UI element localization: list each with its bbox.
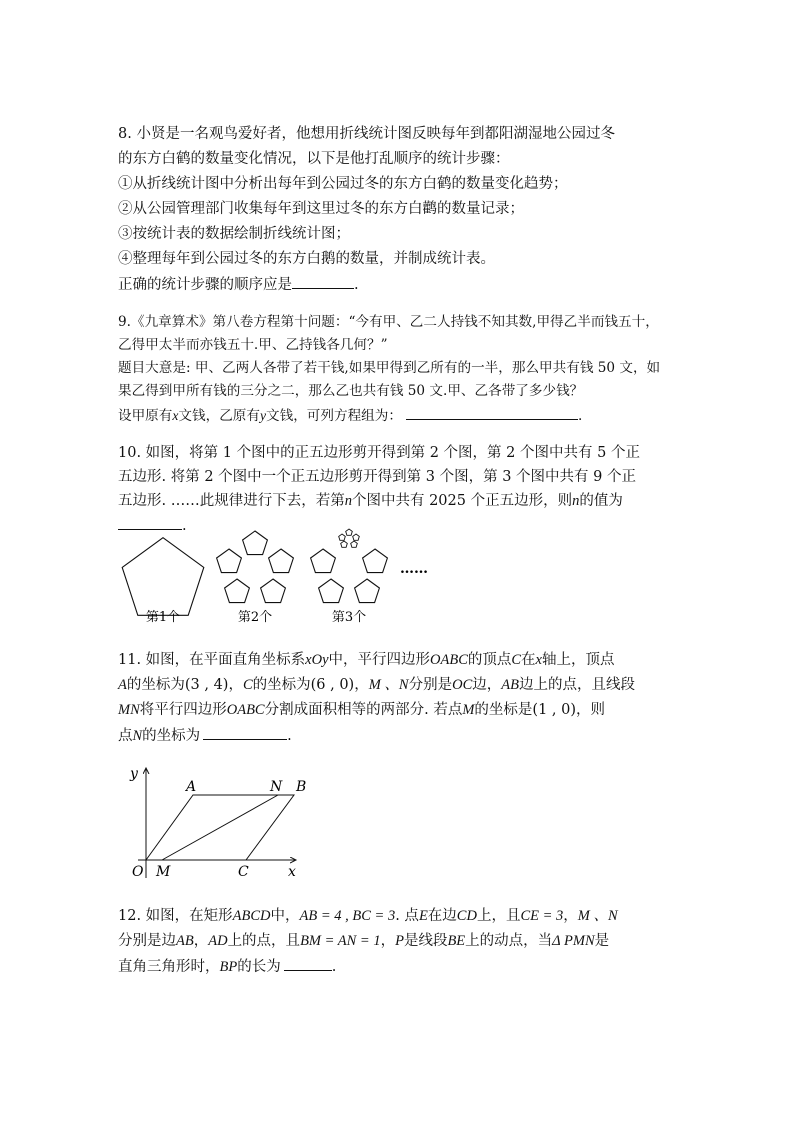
q12-t5: 上，且	[476, 908, 521, 924]
q12-t10: ，	[380, 933, 396, 949]
q12-tri: Δ PMN	[552, 933, 595, 949]
q11-m: M	[462, 702, 475, 718]
q10-pentagon-figure	[110, 525, 440, 630]
q11-mn2: MN	[118, 702, 140, 718]
q10-end: .	[182, 518, 187, 534]
q11-line-3	[118, 700, 605, 720]
q8-step-3: ③按统计表的数据绘制折线统计图；	[118, 226, 350, 242]
q11-end: .	[287, 728, 292, 744]
q11-xoy: xOy	[305, 652, 329, 668]
fig-label-3: 第3个	[331, 610, 367, 625]
label-o: O	[132, 864, 144, 880]
q12-cond1: AB = 4 , BC = 3	[299, 908, 396, 924]
fig-label-1: 第1个	[145, 610, 181, 625]
q11-line-4	[118, 725, 292, 746]
q11-coord-a: (3 , 4)	[184, 677, 229, 693]
q12-line-2	[118, 931, 609, 951]
q11-t7: ，	[228, 677, 243, 693]
q9-line-1: 9.《九章算术》第八卷方程第十问题：“今有甲、乙二人持钱不知其数,甲得乙半而钱五十，	[118, 314, 659, 330]
q9-text-a: 设甲原有	[118, 408, 173, 424]
q8-step-4: ④整理每年到公园过冬的东方白鹅的数量，并制成统计表。	[118, 251, 495, 267]
tiny-pentagons	[339, 529, 360, 547]
q11-a: A	[118, 677, 127, 693]
q11-t16: ，则	[576, 702, 606, 718]
q12-bp: BP	[219, 959, 238, 975]
q11-t2: 中，平行四边形	[328, 652, 431, 668]
continuation-dots: ……	[400, 561, 428, 577]
q10-text-a: 五边形. ……此规律进行下去，若第	[118, 493, 345, 509]
q11-t4: 在	[521, 652, 536, 668]
q11-t11: 边，	[472, 677, 502, 693]
q9-var-x: x	[172, 408, 179, 423]
label-n: N	[270, 779, 283, 795]
label-c: C	[238, 864, 249, 880]
q10-text-b: 个图中共有 2025 个正五边形，则	[351, 493, 573, 509]
q8-step-1: ①从折线统计图中分析出每年到公园过冬的东方白鹤的数量变化趋势；	[118, 176, 568, 192]
label-x: x	[288, 864, 296, 880]
segment-mn	[162, 795, 278, 860]
q10-line-1: 10. 如图，将第 1 个图中的正五边形剪开得到第 2 个图，第 2 个图中共有 5 个正	[118, 445, 640, 461]
q11-c: C	[511, 652, 522, 668]
q11-t12: 边上的点，且线段	[518, 677, 635, 693]
q12-cd: CD	[456, 908, 477, 924]
q12-t4: 在边	[427, 908, 457, 924]
q11-t3: 的顶点	[467, 652, 512, 668]
q11-oc: OC	[452, 677, 473, 693]
fig-label-2: 第2个	[237, 610, 273, 625]
q11-t8: 的坐标为	[252, 677, 311, 693]
q12-cond3: BM = AN = 1	[300, 933, 381, 949]
q12-t3: . 点	[395, 908, 419, 924]
q9-text-b: 文钱，乙原有	[178, 408, 260, 424]
q11-c2: C	[242, 677, 253, 693]
q12-e: E	[418, 908, 428, 924]
q8-end: .	[354, 277, 359, 293]
q11-t17: 点	[118, 728, 133, 744]
q11-x: x	[535, 652, 542, 668]
q12-line-1	[118, 906, 618, 926]
label-m: M	[156, 864, 171, 880]
q12-t8: ，	[193, 933, 209, 949]
q11-mn: M 、N	[368, 677, 409, 693]
label-b: B	[296, 779, 307, 795]
q9-text-c: 文钱，可列方程组为：	[266, 408, 402, 424]
q12-t1: 12. 如图，在矩形	[118, 908, 233, 924]
q11-t14: 分割成面积相等的两部分. 若点	[264, 702, 463, 718]
q11-coord-c: (6 , 0)	[310, 677, 355, 693]
q12-t11: 是线段	[403, 933, 448, 949]
q12-cond2: CE = 3	[520, 908, 564, 924]
big-pentagon	[122, 538, 204, 616]
q12-t6: ，	[563, 908, 578, 924]
label-a: A	[186, 779, 197, 795]
q10-var-n2: n	[572, 493, 580, 509]
q11-coordinate-graph	[118, 760, 308, 885]
q12-t12: 上的动点，当	[465, 933, 553, 949]
q12-t9: 上的点，且	[227, 933, 301, 949]
q11-coord-m: (1 , 0)	[532, 702, 577, 718]
q8-line-1: 8. 小贤是一名观鸟爱好者，他想用折线统计图反映每年到都阳湖湿地公园过冬	[118, 126, 615, 142]
fig3-pentagons	[311, 529, 388, 603]
q12-abcd: ABCD	[232, 908, 271, 924]
q8-step-2: ②从公园管理部门收集每年到这里过冬的东方白鹳的数量记录；	[118, 201, 524, 217]
q10-line-2: 五边形. 将第 2 个图中一个正五边形剪开得到第 3 个图，第 3 个图中共有 9 个正	[118, 469, 636, 485]
q11-t13: 将平行四边形	[139, 702, 227, 718]
q9-line-5	[118, 405, 582, 426]
q12-t15: 的长为	[237, 959, 281, 975]
q11-t15: 的坐标是	[474, 702, 533, 718]
q11-t1: 11. 如图，在平面直角坐标系	[118, 652, 306, 668]
q11-answer-blank[interactable]	[203, 725, 287, 740]
q11-n: N	[132, 728, 143, 744]
q12-ad: AD	[208, 933, 228, 949]
q9-end: .	[577, 408, 583, 424]
fig2-pentagons	[217, 531, 294, 603]
q11-t9: ，	[354, 677, 369, 693]
q10-var-n: n	[344, 493, 352, 509]
q8-answer-blank[interactable]	[292, 274, 354, 289]
q11-t6: 的坐标为	[126, 677, 185, 693]
q10-line-3	[118, 491, 623, 511]
q11-oabc2: OABC	[226, 702, 265, 718]
q11-t18: 的坐标为	[142, 728, 201, 744]
q12-mn: M 、N	[577, 908, 618, 924]
q9-var-y: y	[259, 408, 267, 423]
q11-line-2	[118, 675, 635, 695]
q8-line-2: 的东方白鹤的数量变化情况，以下是他打乱顺序的统计步骤：	[118, 151, 510, 167]
q9-line-4: 果乙得到甲所有钱的三分之二，那么乙也共有钱 50 文.甲、乙各带了多少钱？	[118, 383, 584, 399]
q10-text-c: 的值为	[579, 493, 623, 509]
q9-line-3: 题目大意是: 甲、乙两人各带了若干钱,如果甲得到乙所有的一半，那么甲共有钱 50 文，如	[118, 360, 661, 376]
q11-t5: 轴上，顶点	[541, 652, 615, 668]
q12-p: P	[395, 933, 404, 949]
q8-answer-text: 正确的统计步骤的顺序应是	[118, 277, 292, 293]
q9-answer-blank[interactable]	[406, 405, 578, 420]
q12-t13: 是	[594, 933, 610, 949]
q11-t10: 分别是	[408, 677, 453, 693]
q11-oabc: OABC	[430, 652, 468, 668]
q12-line-3	[118, 956, 336, 977]
q12-t2: 中，	[270, 908, 300, 924]
q9-line-2: 乙得甲太半而亦钱五十.甲、乙持钱各几何？”	[118, 337, 388, 353]
label-y: y	[130, 766, 138, 782]
q12-ab: AB	[176, 933, 194, 949]
q12-answer-blank[interactable]	[284, 956, 332, 971]
q12-end: .	[331, 959, 337, 975]
q12-t14: 直角三角形时，	[118, 959, 220, 975]
q11-ab: AB	[501, 677, 519, 693]
q12-t7: 分别是边	[118, 933, 176, 949]
q8-answer-line	[118, 274, 359, 295]
q11-line-1	[118, 650, 614, 670]
q12-be: BE	[447, 933, 466, 949]
